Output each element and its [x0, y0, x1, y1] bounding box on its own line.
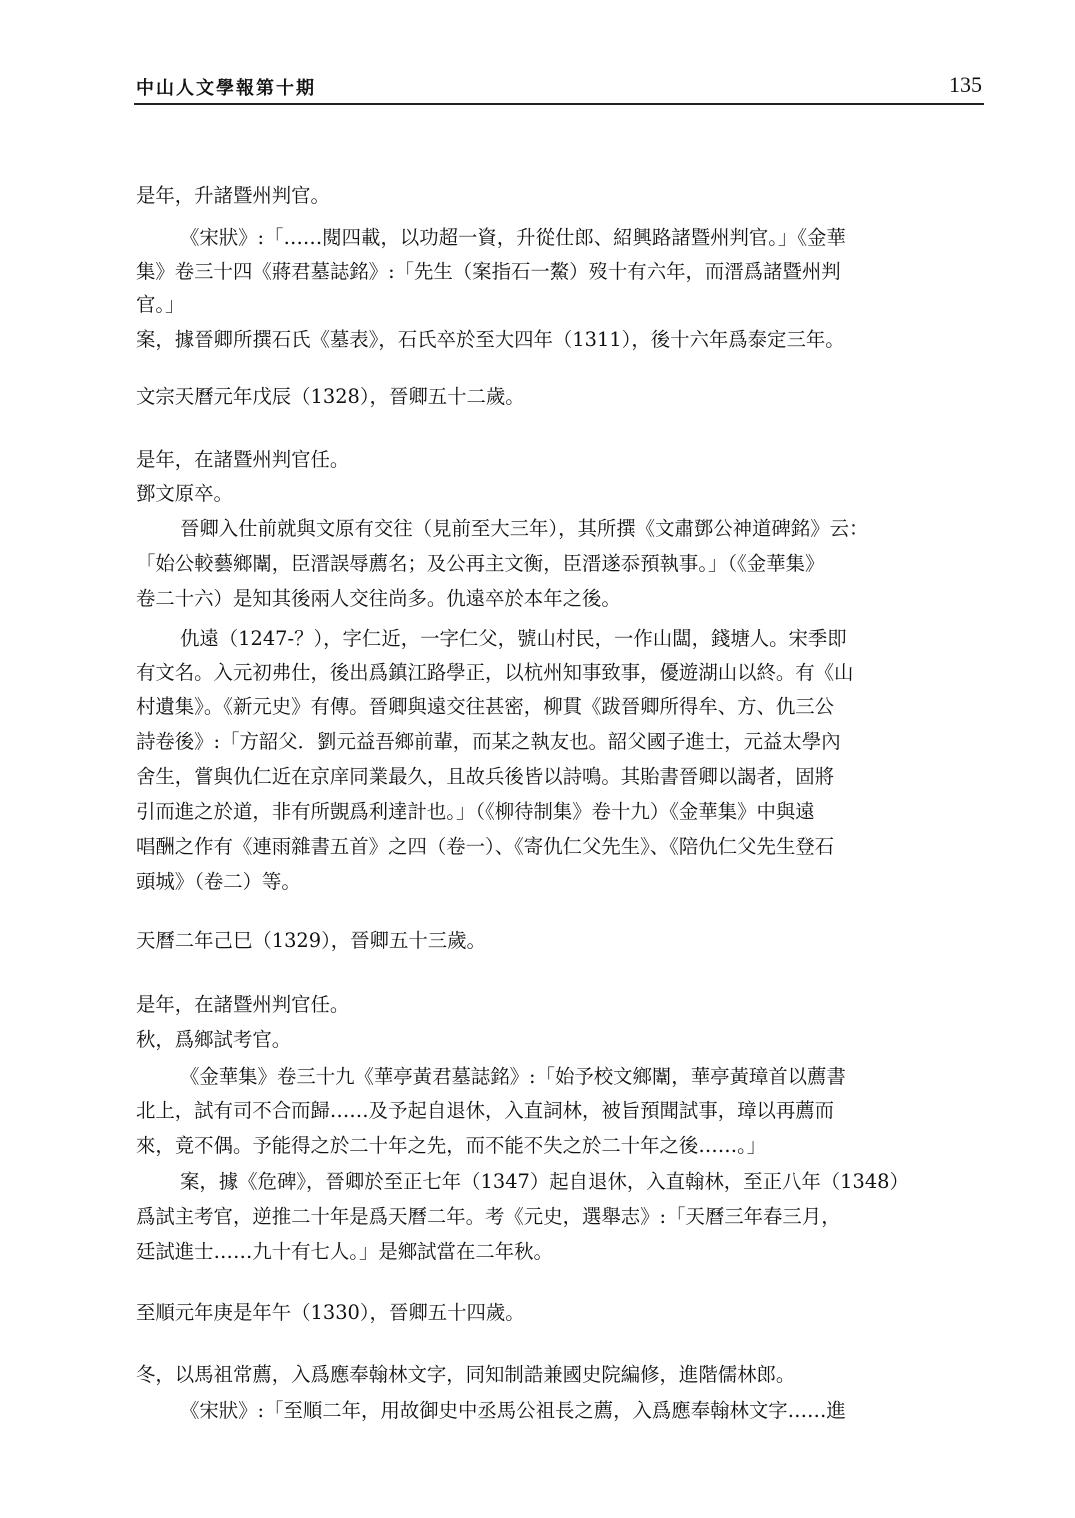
text-line: 天曆二年己巳（1329），晉卿五十三歲。	[136, 929, 486, 952]
text-line: 唱酬之作有《連雨雜書五首》之四（卷一）、《寄仇仁父先生》、《陪仇仁父先生登石	[136, 835, 835, 858]
text-line: 廷試進士……九十有七人。」是鄉試當在二年秋。	[136, 1240, 553, 1263]
page-number: 135	[949, 72, 982, 97]
text-line: 頭城》（卷二）等。	[136, 870, 301, 893]
text-line: 《宋狀》:「至順二年，用故御史中丞馬公祖長之薦，入爲應奉翰林文字……進	[180, 1399, 846, 1422]
text-line: 案，據《危碑》，晉卿於至正七年（1347）起自退休，入直翰林，至正八年（1348）	[180, 1170, 909, 1193]
running-header	[136, 72, 984, 102]
text-line: 鄧文原卒。	[136, 482, 233, 505]
text-line: 文宗天曆元年戊辰（1328），晉卿五十二歲。	[136, 385, 525, 408]
text-line: 村遺集》。《新元史》有傳。晉卿與遠交往甚密，柳貫《跋晉卿所得牟、方、仇三公	[136, 695, 835, 718]
text-line: 來，竟不偶。予能得之於二十年之先，而不能不失之於二十年之後……。」	[136, 1134, 767, 1157]
text-line: 是年，升諸暨州判官。	[136, 184, 330, 207]
text-line: 集》卷三十四《蔣君墓誌銘》:「先生（案指石一鰲）歿十有六年，而溍爲諸暨州判	[136, 260, 841, 283]
text-line: 「始公較藝鄉闈，臣溍誤辱薦名；及公再主文衡，臣溍遂忝預執事。」（《金華集》	[136, 552, 825, 575]
text-line: 有文名。入元初弗仕，後出爲鎮江路學正，以杭州知事致事，優遊湖山以終。有《山	[136, 661, 854, 684]
text-line: 至順元年庚是年午（1330），晉卿五十四歲。	[136, 1301, 525, 1324]
text-line: 是年，在諸暨州判官任。	[136, 448, 350, 471]
text-line: 仇遠（1247-？），字仁近，一字仁父，號山村民，一作山闆，錢塘人。宋季即	[180, 627, 847, 650]
text-line: 是年，在諸暨州判官任。	[136, 993, 350, 1016]
text-line: 詩卷後》:「方韶父．劉元益吾鄉前輩，而某之執友也。韶父國子進士，元益太學內	[136, 730, 841, 753]
journal-title: 中山人文學報第十期	[136, 78, 316, 99]
text-line: 引而進之於道，非有所覬爲利達計也。」（《柳待制集》卷十九）《金華集》中與遠	[136, 800, 815, 823]
header-rule	[134, 103, 984, 105]
text-line: 案，據晉卿所撰石氏《墓表》，石氏卒於至大四年（1311），後十六年爲泰定三年。	[136, 328, 845, 351]
text-line: 官。」	[136, 293, 185, 316]
text-line: 舍生，嘗與仇仁近在京庠同業最久，且故兵後皆以詩鳴。其貽書晉卿以謁者，固將	[136, 765, 835, 788]
text-line: 爲試主考官，逆推二十年是爲天曆二年。考《元史，選舉志》:「天曆三年春三月，	[136, 1205, 841, 1228]
text-line: 《金華集》卷三十九《華亭黃君墓誌銘》:「始予校文鄉闈，華亭黃璋首以薦書	[180, 1065, 846, 1088]
text-line: 晉卿入仕前就與文原有交往（見前至大三年），其所撰《文肅鄧公神道碑銘》云：	[180, 517, 869, 540]
text-line: 冬，以馬祖常薦，入爲應奉翰林文字，同知制誥兼國史院編修，進階儒林郎。	[136, 1363, 796, 1386]
text-line: 北上，試有司不合而歸……及予起自退休，入直詞林，被旨預聞試事，璋以再薦而	[136, 1099, 835, 1122]
text-line: 《宋狀》:「……閱四載，以功超一資，升從仕郎、紹興路諸暨州判官。」《金華	[180, 226, 846, 249]
text-line: 秋，爲鄉試考官。	[136, 1028, 292, 1051]
text-line: 卷二十六）是知其後兩人交往尚多。仇遠卒於本年之後。	[136, 587, 621, 610]
